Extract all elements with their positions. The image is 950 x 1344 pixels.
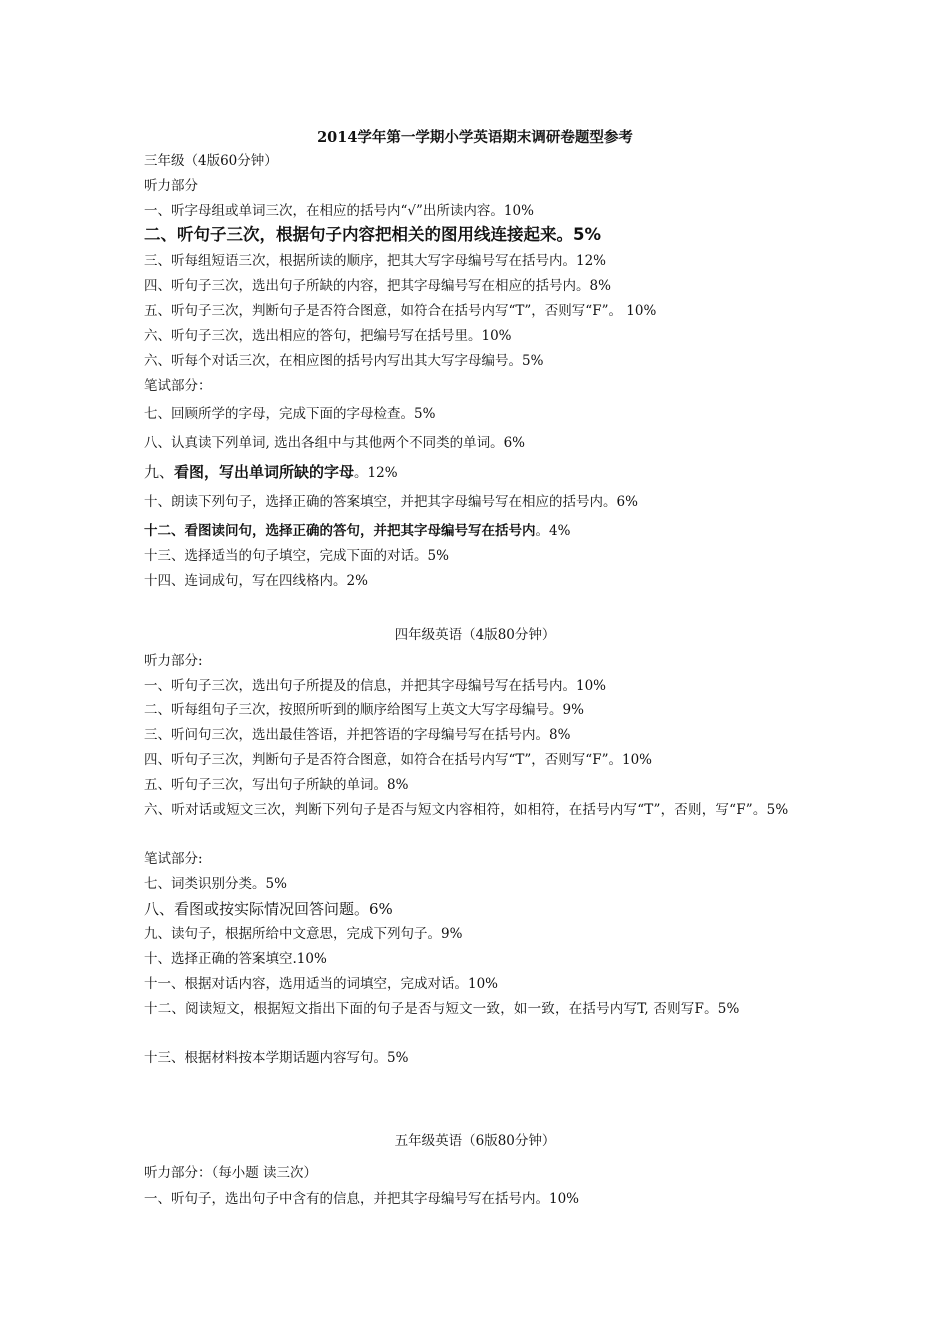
grade3-question-9-prefix: 九、 xyxy=(144,463,175,481)
grade4-question-11: 十一、根据对话内容，选用适当的词填空，完成对话。10% xyxy=(144,976,499,992)
grade3-question-12-bold: 十二、看图读问句，选择正确的答句，并把其字母编号写在括号内 xyxy=(144,523,536,539)
grade4-question-3: 三、听问句三次，选出最佳答语，并把答语的字母编号写在括号内。8% xyxy=(144,727,571,743)
grade3-question-3: 三、听每组短语三次，根据所读的顺序，把其大写字母编号写在括号内。12% xyxy=(144,253,607,269)
grade4-question-10: 十、选择正确的答案填空.10% xyxy=(144,951,327,967)
grade3-question-12 xyxy=(144,520,570,542)
grade4-question-5: 五、听句子三次，写出句子所缺的单词。8% xyxy=(144,777,409,793)
grade3-question-9-bold: 看图，写出单词所缺的字母 xyxy=(174,463,355,481)
grade3-listening-label: 听力部分 xyxy=(144,178,198,194)
grade4-question-6: 六、听对话或短文三次，判断下列句子是否与短文内容相符，如相符，在括号内写“T”，否则，写“F”。5% xyxy=(144,802,789,818)
grade5-question-1: 一、听句子，选出句子中含有的信息，并把其字母编号写在括号内。10% xyxy=(144,1191,580,1207)
grade3-question-13: 十三、选择适当的句子填空，完成下面的对话。5% xyxy=(144,548,449,564)
grade3-question-6b: 六、听每个对话三次，在相应图的括号内写出其大写字母编号。5% xyxy=(144,353,544,369)
grade3-question-9-suffix: 。12% xyxy=(354,465,398,481)
grade3-question-9 xyxy=(144,461,398,484)
grade4-question-1: 一、听句子三次，选出句子所提及的信息，并把其字母编号写在括号内。10% xyxy=(144,678,607,694)
grade3-written-label: 笔试部分： xyxy=(144,378,212,394)
grade4-question-4: 四、听句子三次，判断句子是否符合图意，如符合在括号内写“T”，否则写“F”。10% xyxy=(144,752,652,768)
grade3-question-2: 二、听句子三次，根据句子内容把相关的图用线连接起来。5% xyxy=(144,225,602,244)
grade4-question-9: 九、读句子，根据所给中文意思，完成下列句子。9% xyxy=(144,926,463,942)
grade3-question-10: 十、朗读下列句子，选择正确的答案填空，并把其字母编号写在相应的括号内。6% xyxy=(144,494,638,510)
grade4-written-label: 笔试部分: xyxy=(144,851,203,867)
grade3-heading: 三年级（4版60分钟） xyxy=(144,153,278,169)
grade5-heading: 五年级英语（6版80分钟） xyxy=(394,1133,556,1149)
grade3-question-7: 七、回顾所学的字母，完成下面的字母检查。5% xyxy=(144,406,436,422)
grade4-question-7: 七、词类识别分类。5% xyxy=(144,876,287,892)
grade3-question-5: 五、听句子三次，判断句子是否符合图意，如符合在括号内写“T”，否则写“F”。 10% xyxy=(144,303,657,319)
grade4-heading: 四年级英语（4版80分钟） xyxy=(394,627,556,643)
grade4-question-2: 二、听每组句子三次，按照所听到的顺序给图写上英文大写字母编号。9% xyxy=(144,702,584,718)
grade3-question-6a: 六、听句子三次，选出相应的答句，把编号写在括号里。10% xyxy=(144,328,512,344)
grade4-question-12: 十二、阅读短文，根据短文指出下面的句子是否与短文一致，如一致，在括号内写T, 否则写F。5% xyxy=(144,1001,740,1017)
grade4-question-13: 十三、根据材料按本学期话题内容写句。5% xyxy=(144,1050,409,1066)
grade3-question-14: 十四、连词成句，写在四线格内。2% xyxy=(144,573,368,589)
grade5-listening-label: 听力部分：（每小题 读三次） xyxy=(144,1165,318,1181)
grade3-question-1: 一、听字母组或单词三次，在相应的括号内“√”出所读内容。10% xyxy=(144,203,534,219)
grade3-question-12-suffix: 。4% xyxy=(535,523,571,539)
document-title: 2014学年第一学期小学英语期末调研卷题型参考 xyxy=(317,129,633,146)
grade3-question-8: 八、认真读下列单词, 选出各组中与其他两个不同类的单词。6% xyxy=(144,435,525,451)
grade3-question-4: 四、听句子三次，选出句子所缺的内容，把其字母编号写在相应的括号内。8% xyxy=(144,278,611,294)
grade4-listening-label: 听力部分: xyxy=(144,653,203,669)
grade4-question-8: 八、看图或按实际情况回答问题。6% xyxy=(144,900,393,918)
